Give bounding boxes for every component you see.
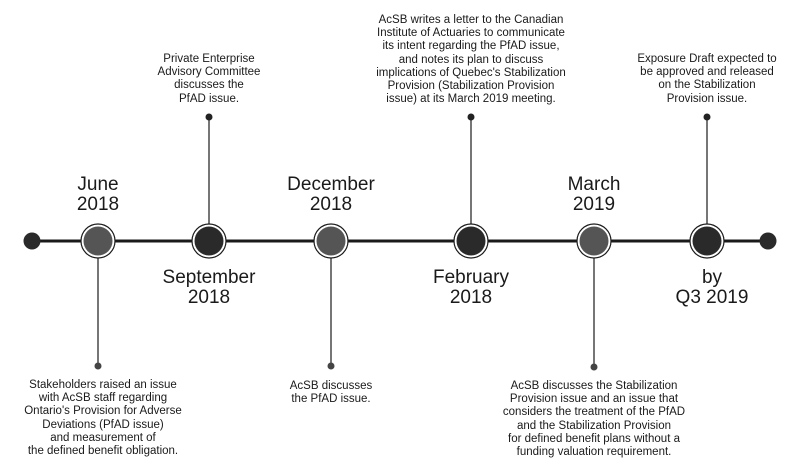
date-year: 2018 bbox=[76, 194, 120, 215]
date-label-june-2018 bbox=[48, 175, 148, 215]
date-year: 2018 bbox=[449, 287, 493, 308]
date-year: Q3 2019 bbox=[675, 287, 749, 308]
connector-dot-q3-2019 bbox=[704, 114, 711, 121]
date-month: December bbox=[287, 174, 375, 195]
event-description-june-2018: Stakeholders raised an issue with AcSB staff regarding Ontario's Provision for Adverse Deviations (PfAD issue) and measurement of the defined benefit obligation. bbox=[24, 379, 182, 458]
node-december-2018 bbox=[317, 227, 346, 256]
date-label-december-2018 bbox=[266, 175, 396, 215]
event-description-february-2018: AcSB writes a letter to the Canadian Institute of Actuaries to communicate its intent regarding the PfAD issue, and notes its plan to discuss implications of Quebec's Stabilization Provision (Stabilization Provision issue) at its March 2019 meeting. bbox=[376, 14, 566, 106]
node-march-2019 bbox=[580, 227, 609, 256]
node-q3-2019 bbox=[693, 227, 722, 256]
date-month: March bbox=[567, 174, 621, 195]
timeline-end-cap bbox=[760, 233, 777, 250]
connector-dot-september-2018 bbox=[206, 114, 213, 121]
date-year: 2019 bbox=[572, 194, 616, 215]
date-label-march-2019 bbox=[539, 175, 649, 215]
connector-dot-march-2019 bbox=[591, 364, 598, 371]
node-june-2018 bbox=[84, 227, 113, 256]
date-month: by bbox=[701, 267, 723, 288]
connector-dot-june-2018 bbox=[95, 363, 102, 370]
date-label-q3-2019 bbox=[657, 268, 767, 308]
event-description-december-2018: AcSB discusses the PfAD issue. bbox=[289, 380, 373, 406]
event-description-march-2019: AcSB discusses the Stabilization Provision issue and an issue that considers the treatment of the PfAD and the Stabilization Provision for defined benefit plans without a funding valuation requirement. bbox=[502, 380, 686, 459]
date-label-september-2018 bbox=[144, 268, 274, 308]
date-year: 2018 bbox=[187, 287, 231, 308]
node-september-2018 bbox=[195, 227, 224, 256]
date-year: 2018 bbox=[309, 194, 353, 215]
connector-dot-february-2018 bbox=[468, 114, 475, 121]
date-label-february-2018 bbox=[406, 268, 536, 308]
connector-dot-december-2018 bbox=[328, 363, 335, 370]
date-month: June bbox=[77, 174, 119, 195]
event-description-september-2018: Private Enterprise Advisory Committee discusses the PfAD issue. bbox=[157, 53, 261, 105]
date-month: September bbox=[162, 267, 256, 288]
date-month: February bbox=[432, 267, 510, 288]
event-description-q3-2019: Exposure Draft expected to be approved and released on the Stabilization Provision issue. bbox=[637, 53, 777, 105]
node-february-2018 bbox=[457, 227, 486, 256]
timeline-start-cap bbox=[24, 233, 41, 250]
